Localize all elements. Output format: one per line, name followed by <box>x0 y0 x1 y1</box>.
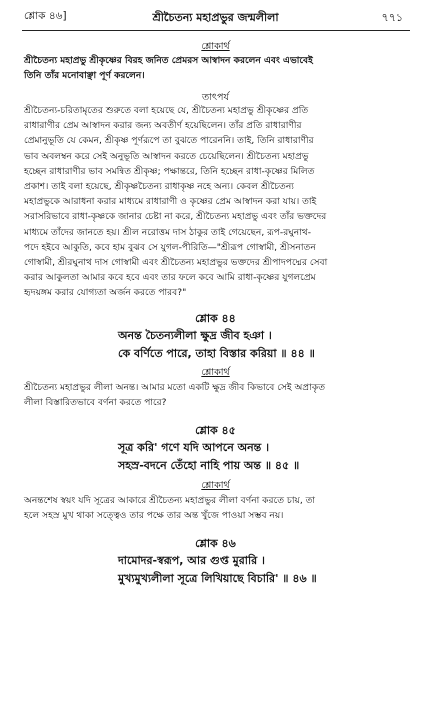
verse-46-label: শ্লোক ৪৬ <box>195 537 236 550</box>
verse-46-line-1: দামোদর-স্বরূপ, আর গুপ্ত মুরারি । <box>118 554 265 567</box>
translation-text <box>24 381 410 411</box>
translation-label: শ্লোকার্থ <box>201 41 230 52</box>
text-line: শ্রীচৈতন্য মহাপ্রভু শ্রীকৃষ্ণের বিরহ জনিত প্রেমরস আস্বাদন করলেন এবং এভাবেই <box>24 56 313 66</box>
text-line: লীলা বিস্তারিতভাবে বর্ণনা করতে পারে? <box>24 398 167 409</box>
translation-label: শ্লোকার্থ <box>201 480 230 491</box>
text-line: রাধারাণীর প্রেম আস্বাদন করার জন্য অবতীর্ণ হয়েছিলেন। তাঁর প্রতি রাধারাণীর <box>24 121 302 132</box>
text-line: মাধ্যমে তাঁদের জানতে হয়। শ্রীল নরোত্তম দাস ঠাকুর তাই গেয়েছেন, রূপ-রঘুনাথ- <box>24 227 312 238</box>
text-line: ভাব অবলম্বন করে সেই অনুভূতি আস্বাদন করতে চেয়েছিলেন। শ্রীচৈতন্য মহাপ্রভু <box>24 151 309 162</box>
verse-44-label: শ্লোক ৪৪ <box>195 312 236 325</box>
purport-text <box>24 104 410 302</box>
text-line: গোস্বামী, শ্রীরঘুনাথ দাস গোস্বামী এবং শ্রীচৈতন্য মহাপ্রভুর ভক্তদের শ্রীপাদপদ্মের সেবা <box>24 258 328 269</box>
text-line: হলে সহস্র মুখ থাকা সত্ত্বেও তার পক্ষে তার অন্ত খুঁজে পাওয়া সম্ভব নয়। <box>24 511 284 522</box>
verse-45-line-2: সহস্র-বদনে তেঁহো নাহি পায় অন্ত ॥ ৪৫ ॥ <box>118 459 300 472</box>
text-line: প্রকাশ। তাই বলা হয়েছে, শ্রীকৃষ্ণচৈতন্য রাধাকৃষ্ণ নহে অন্য। কেবল শ্রীচৈতন্য <box>24 182 294 193</box>
text-line: মহাপ্রভুকে আরাধনা করার মাধ্যমে রাধারাণী ও কৃষ্ণের প্রেম আস্বাদন করা যায়। তাই <box>24 197 317 208</box>
text-line: হচ্ছেন রাধারাণীর ভাব সমন্বিত শ্রীকৃষ্ণ; পক্ষান্তরে, তিনি হচ্ছেন রাধা-কৃষ্ণের মিলিত <box>24 166 315 177</box>
translation-text <box>24 54 410 84</box>
verse-45-line-1: সূত্র করি' গণে যদি আপনে অনন্ত । <box>118 441 270 454</box>
header-rule <box>22 30 410 31</box>
purport-label: তাৎপর্য <box>202 92 229 103</box>
translation-text <box>24 494 410 524</box>
translation-label: শ্লোকার্থ <box>201 367 230 378</box>
text-line: প্রেমানুভূতি যে কেমন, শ্রীকৃষ্ণ পূর্ণরূপে তা বুঝতে পারেননি। তাই, তিনি রাধারাণীর <box>24 136 314 147</box>
verse-44-line-2: কে বর্ণিতে পারে, তাহা বিস্তার করিয়া ॥ ৪৪ ॥ <box>118 347 315 360</box>
text-line: হৃদয়ঙ্গম করার যোগ্যতা অর্জন করতে পারব?" <box>24 288 187 299</box>
verse-44-line-1: অনন্ত চৈতন্যলীলা ক্ষুদ্র জীব হঞা । <box>118 329 272 342</box>
text-line: পদে হইবে আকুতি, কবে হাম বুঝব সে যুগল-পীরিতি—"শ্রীরূপ গোস্বামী, শ্রীসনাতন <box>24 242 316 253</box>
text-line: অনন্তশেষ স্বয়ং যদি সূত্রের আকারে শ্রীচৈতন্য মহাপ্রভুর লীলা বর্ণনা করতে চায়, তা <box>24 496 316 506</box>
text-line: সরাসরিভাবে রাধা-কৃষ্ণকে জানার চেষ্টা না করে, শ্রীচৈতন্য মহাপ্রভু এবং তাঁর ভক্তদের <box>24 212 327 223</box>
text-line: শ্রীচৈতন্য-চরিতামৃতের শুরুতে বলা হয়েছে যে, শ্রীচৈতন্য মহাপ্রভু শ্রীকৃষ্ণের প্রতি <box>24 106 309 116</box>
text-line: করার আকুলতা আমার কবে হবে এবং তার ফলে কবে আমি রাধা-কৃষ্ণের যুগলপ্রেম <box>24 273 316 284</box>
verse-45-label: শ্লোক ৪৫ <box>195 424 236 437</box>
header-verse-ref: শ্লোক ৪৬] <box>24 10 67 22</box>
header-title: শ্রীচৈতন্য মহাপ্রভুর জন্মলীলা <box>152 11 279 24</box>
verse-46-line-2: মুখ্যমুখ্যলীলা সূত্রে লিখিয়াছে বিচারি' ॥ ৪৬ ॥ <box>118 572 317 585</box>
text-line: তিনি তাঁর মনোবাঞ্ছা পূর্ণ করলেন। <box>24 71 145 82</box>
text-line: শ্রীচৈতন্য মহাপ্রভুর লীলা অনন্ত। আমার মতো একটি ক্ষুদ্র জীব কিভাবে সেই অপ্রাকৃত <box>24 383 326 393</box>
page-number: ৭৭১ <box>381 11 403 24</box>
